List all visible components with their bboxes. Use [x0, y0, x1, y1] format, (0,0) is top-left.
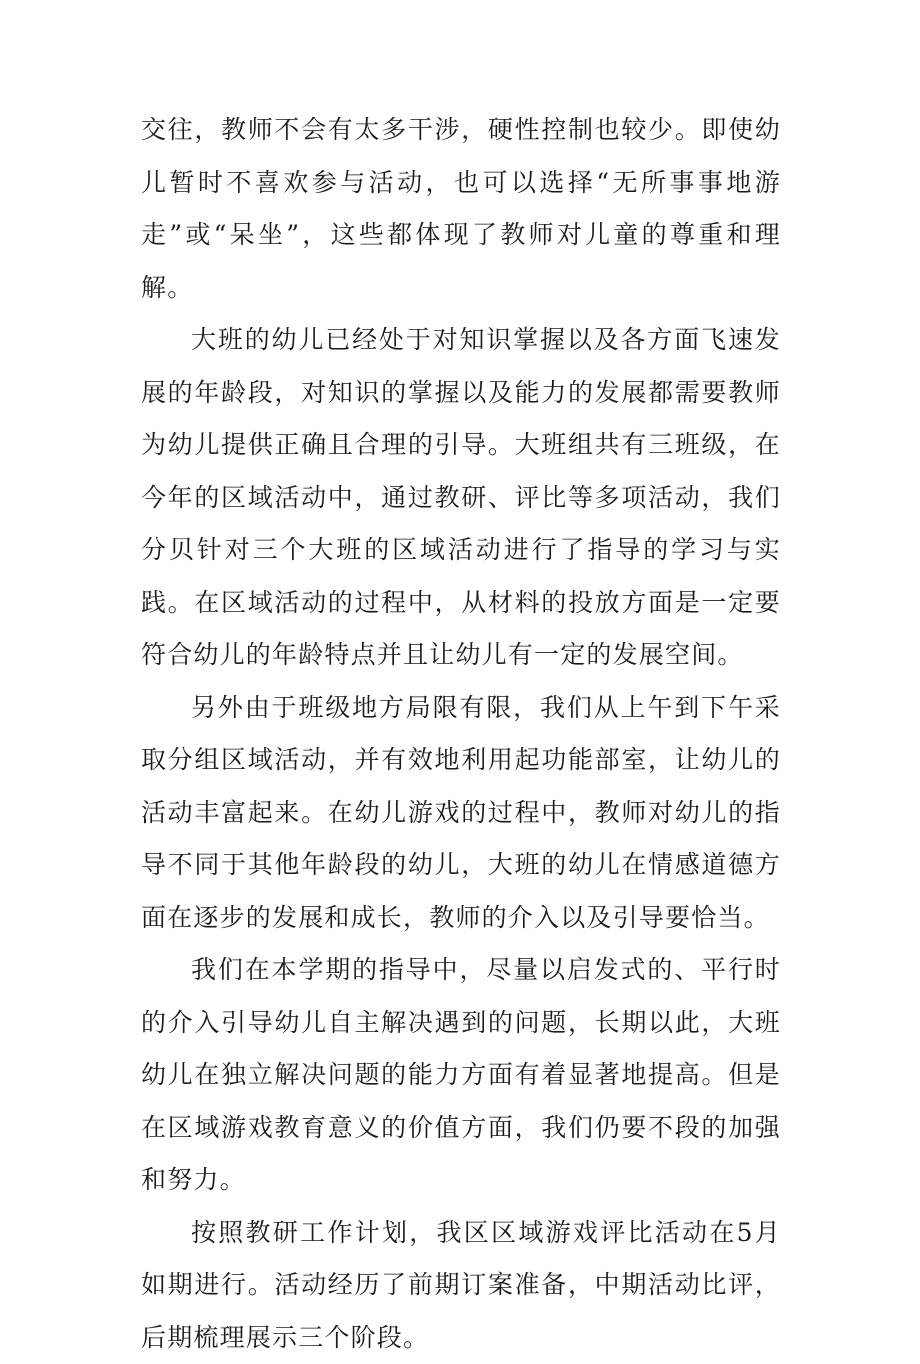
- paragraph-semester-guidance: 我们在本学期的指导中，尽量以启发式的、平行时的介入引导幼儿自主解决遇到的问题，长期以此，大班幼儿在独立解决问题的能力方面有着显著地提高。但是在区域游戏教育意义的价值方面，我们仍要不段的加强和努力。: [141, 944, 781, 1207]
- paragraph-continuation: 交往，教师不会有太多干涉，硬性控制也较少。即使幼儿暂时不喜欢参与活动，也可以选择“无所事事地游走”或“呆坐”，这些都体现了教师对儿童的尊重和理解。: [141, 104, 781, 314]
- paragraph-group-activities: 另外由于班级地方局限有限，我们从上午到下午采取分组区域活动，并有效地利用起功能部室，让幼儿的活动丰富起来。在幼儿游戏的过程中，教师对幼儿的指导不同于其他年龄段的幼儿，大班的幼儿在情感道德方面在逐步的发展和成长，教师的介入以及引导要恰当。: [141, 682, 781, 945]
- paragraph-competition-plan: 按照教研工作计划，我区区域游戏评比活动在5月如期进行。活动经历了前期订案准备，中期活动比评，后期梳理展示三个阶段。: [141, 1207, 781, 1364]
- document-body: [141, 104, 781, 1364]
- paragraph-senior-class-guidance: 大班的幼儿已经处于对知识掌握以及各方面飞速发展的年龄段，对知识的掌握以及能力的发展都需要教师为幼儿提供正确且合理的引导。大班组共有三班级，在今年的区域活动中，通过教研、评比等多项活动，我们分贝针对三个大班的区域活动进行了指导的学习与实践。在区域活动的过程中，从材料的投放方面是一定要符合幼儿的年龄特点并且让幼儿有一定的发展空间。: [141, 314, 781, 682]
